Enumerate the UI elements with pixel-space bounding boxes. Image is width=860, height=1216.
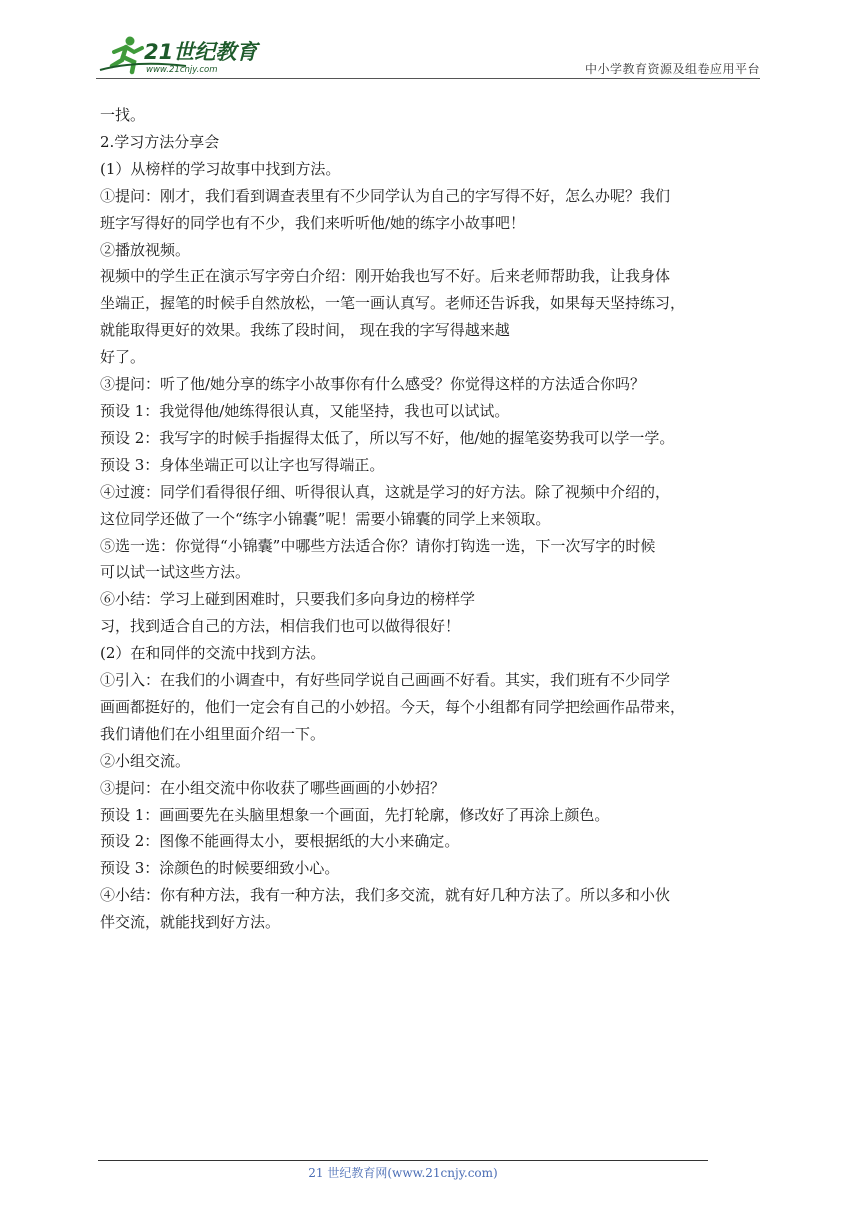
body-line: ④过渡：同学们看得很仔细、听得很认真，这就是学习的好方法。除了视频中介绍的， <box>100 482 671 501</box>
body-line: 伴交流，就能找到好方法。 <box>100 913 281 932</box>
body-line: 视频中的学生正在演示写字旁白介绍：刚开始我也写不好。后来老师帮助我，让我身体 <box>100 267 671 286</box>
logo-graphic <box>96 30 266 78</box>
body-line: 可以试一试这些方法。 <box>100 563 251 582</box>
body-line: 预设 3：身体坐端正可以让字也写得端正。 <box>100 455 385 474</box>
body-line: 预设 1：我觉得他/她练得很认真，又能坚持，我也可以试试。 <box>100 401 510 420</box>
body-line: 画画都挺好的，他们一定会有自己的小妙招。今天，每个小组都有同学把绘画作品带来， <box>100 697 686 716</box>
body-line: ③提问：在小组交流中你收获了哪些画画的小妙招？ <box>100 778 446 797</box>
logo-url: www.21cnjy.com <box>146 65 218 75</box>
body-line: (1）从榜样的学习故事中找到方法。 <box>100 159 341 178</box>
body-line: 预设 2：我写字的时候手指握得太低了，所以写不好，他/她的握笔姿势我可以学一学。 <box>100 428 675 447</box>
body-line: 一找。 <box>100 106 146 124</box>
body-line: 预设 2：图像不能画得太小，要根据纸的大小来确定。 <box>100 832 460 851</box>
page-footer: 21 世纪教育网(www.21cnjy.com) <box>308 1166 498 1180</box>
body-line: ③提问：听了他/她分享的练字小故事你有什么感受？你觉得这样的方法适合你吗？ <box>100 375 646 394</box>
body-line: ⑥小结：学习上碰到困难时，只要我们多向身边的榜样学 <box>100 590 476 609</box>
body-line: ①引入：在我们的小调查中，有好些同学说自己画画不好看。其实，我们班有不少同学 <box>100 671 671 690</box>
body-line: 预设 3：涂颜色的时候要细致小心。 <box>100 859 340 878</box>
page-header <box>96 30 760 80</box>
body-line: 好了。 <box>100 348 146 367</box>
body-line: ①提问：刚才，我们看到调查表里有不少同学认为自己的字写得不好，怎么办呢？我们 <box>100 186 671 205</box>
body-line: 我们请他们在小组里面介绍一下。 <box>100 724 326 743</box>
logo-title: 21世纪教育 <box>144 40 258 64</box>
body-line: 这位同学还做了一个“练字小锦囊”呢！需要小锦囊的同学上来领取。 <box>100 509 551 528</box>
body-line: ②小组交流。 <box>100 751 191 770</box>
body-line: (2）在和同伴的交流中找到方法。 <box>100 644 326 663</box>
body-line: 就能取得更好的效果。我练了段时间， 现在我的字写得越来越 <box>100 321 510 340</box>
body-line: 坐端正，握笔的时候手自然放松，一笔一画认真写。老师还告诉我，如果每天坚持练习， <box>100 294 686 313</box>
body-line: 习，找到适合自己的方法，相信我们也可以做得很好！ <box>100 617 461 636</box>
body-line: ②播放视频。 <box>100 240 191 259</box>
body-line: ⑤选一选：你觉得“小锦囊”中哪些方法适合你？请你打钩选一选，下一次写字的时候 <box>100 536 656 555</box>
document-body <box>100 102 764 936</box>
body-line: ④小结：你有种方法，我有一种方法，我们多交流，就有好几种方法了。所以多和小伙 <box>100 886 671 905</box>
header-divider <box>96 78 760 79</box>
header-platform-name: 中小学教育资源及组卷应用平台 <box>584 62 760 76</box>
site-logo <box>96 30 266 78</box>
logo-figure-head <box>126 37 135 46</box>
body-line: 班字写得好的同学也有不少，我们来听听他/她的练字小故事吧！ <box>100 213 526 232</box>
body-line: 预设 1：画画要先在头脑里想象一个画面，先打轮廓，修改好了再涂上颜色。 <box>100 805 610 824</box>
footer-divider <box>98 1160 708 1161</box>
body-line: 2.学习方法分享会 <box>100 132 220 151</box>
